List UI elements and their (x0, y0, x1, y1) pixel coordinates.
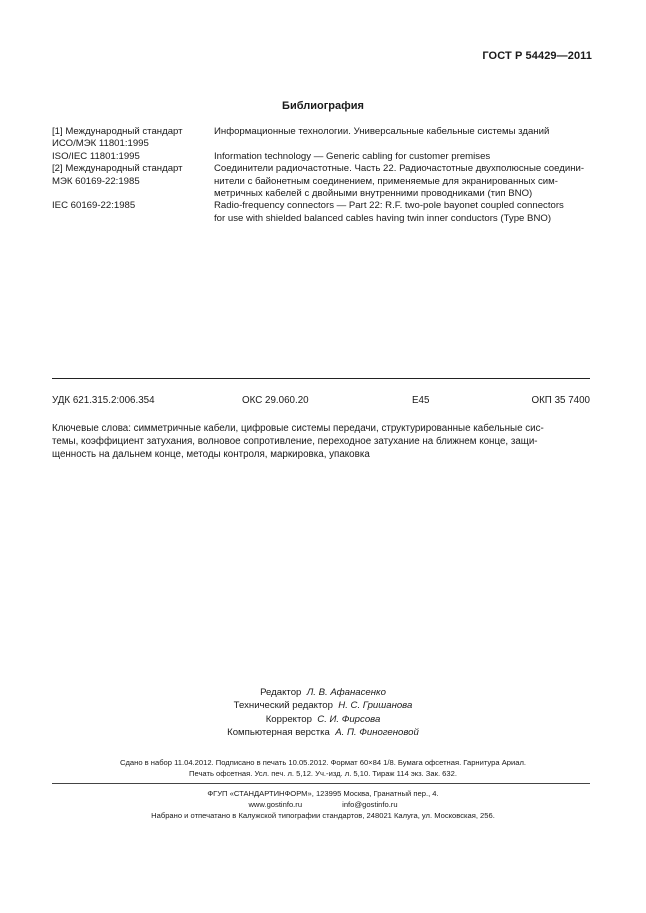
publisher-contacts (0, 799, 646, 810)
bib-row (52, 126, 592, 138)
bib-ref: ИСО/МЭК 11801:1995 (52, 138, 149, 150)
printer-line: Набрано и отпечатано в Калужской типографии стандартов, 248021 Калуга, ул. Московская, 256. (151, 811, 495, 820)
bib-row (52, 200, 592, 212)
bib-ref: МЭК 60169-22:1985 (52, 175, 140, 187)
credit-person: С. И. Фирсова (317, 713, 381, 725)
section-divider (52, 378, 590, 379)
publisher-address: ФГУП «СТАНДАРТИНФОРМ», 123995 Москва, Гранатный пер., 4. (207, 789, 439, 798)
credit-person: Н. С. Гришанова (338, 700, 413, 712)
imprint-divider (52, 783, 590, 784)
bib-ref: [1] Международный стандарт (52, 126, 183, 137)
bib-ref: IEC 60169-22:1985 (52, 200, 136, 212)
bib-title: Radio-frequency connectors — Part 22: R.F. two-pole bayonet coupled connectors (214, 200, 564, 212)
credit-person: А. П. Финогеновой (335, 726, 419, 738)
publisher-website[interactable]: www.gostinfo.ru (248, 800, 303, 809)
okp-code: ОКП 35 7400 (531, 395, 590, 406)
bib-title: for use with shielded balanced cables having twin inner conductors (Type BNO) (214, 212, 552, 224)
credit-role: Корректор (265, 713, 312, 725)
bib-ref: [2] Международный стандарт (52, 163, 183, 175)
bib-ref (52, 213, 214, 225)
credit-role: Компьютерная верстка (227, 726, 330, 738)
imprint-line: Сдано в набор 11.04.2012. Подписано в печать 10.05.2012. Формат 60×84 1/8. Бумага офсетная. Гарнитура Ариал. (119, 758, 526, 767)
credit-role: Редактор (260, 687, 302, 698)
credit-line (0, 686, 646, 699)
credit-line (0, 699, 646, 712)
credits-block (0, 686, 646, 739)
credit-role: Технический редактор (233, 700, 333, 712)
bib-row (52, 138, 592, 150)
bib-title: Соединители радиочастотные. Часть 22. Радиочастотные двухполюсные соедини- (214, 163, 585, 175)
bib-title: Информационные технологии. Универсальные кабельные системы зданий (214, 126, 550, 137)
bib-title (214, 138, 592, 150)
bib-row (52, 151, 592, 163)
publisher-block (0, 788, 646, 821)
e-code: Е45 (412, 395, 430, 406)
bib-title: метричных кабелей с двойными внутренними проводниками (тип BNO) (214, 188, 533, 200)
bib-row (52, 176, 592, 188)
credit-line (0, 713, 646, 726)
bib-row (52, 213, 592, 225)
bib-row (52, 188, 592, 200)
document-code: ГОСТ Р 54429—2011 (482, 50, 592, 62)
oks-code: ОКС 29.060.20 (242, 395, 309, 406)
imprint-block (0, 757, 646, 779)
keywords-line: Ключевые слова: симметричные кабели, цифровые системы передачи, структурированные кабельные сис- (52, 423, 544, 434)
bib-row (52, 163, 592, 175)
bib-title: нители с байонетным соединением, применяемые для экранированных сим- (214, 175, 558, 187)
publisher-email[interactable]: info@gostinfo.ru (342, 800, 398, 809)
bib-ref (52, 188, 214, 200)
bib-title: Information technology — Generic cabling for customer premises (214, 150, 491, 162)
keywords-block (52, 422, 590, 462)
credit-line (0, 726, 646, 739)
imprint-line: Печать офсетная. Усл. печ. л. 5,12. Уч.-изд. л. 5,10. Тираж 114 экз. Зак. 632. (189, 769, 457, 778)
keywords-line: темы, коэффициент затухания, волновое сопротивление, переходное затухание на ближнем конце, защи- (52, 436, 538, 448)
bibliography-title: Библиография (282, 100, 364, 112)
keywords-line: щенность на дальнем конце, методы контроля, маркировка, упаковка (52, 449, 370, 461)
credit-person: Л. В. Афанасенко (306, 687, 386, 698)
udk-code: УДК 621.315.2:006.354 (52, 395, 155, 406)
bibliography-list (52, 126, 592, 225)
bib-ref: ISO/IEC 11801:1995 (52, 150, 140, 162)
